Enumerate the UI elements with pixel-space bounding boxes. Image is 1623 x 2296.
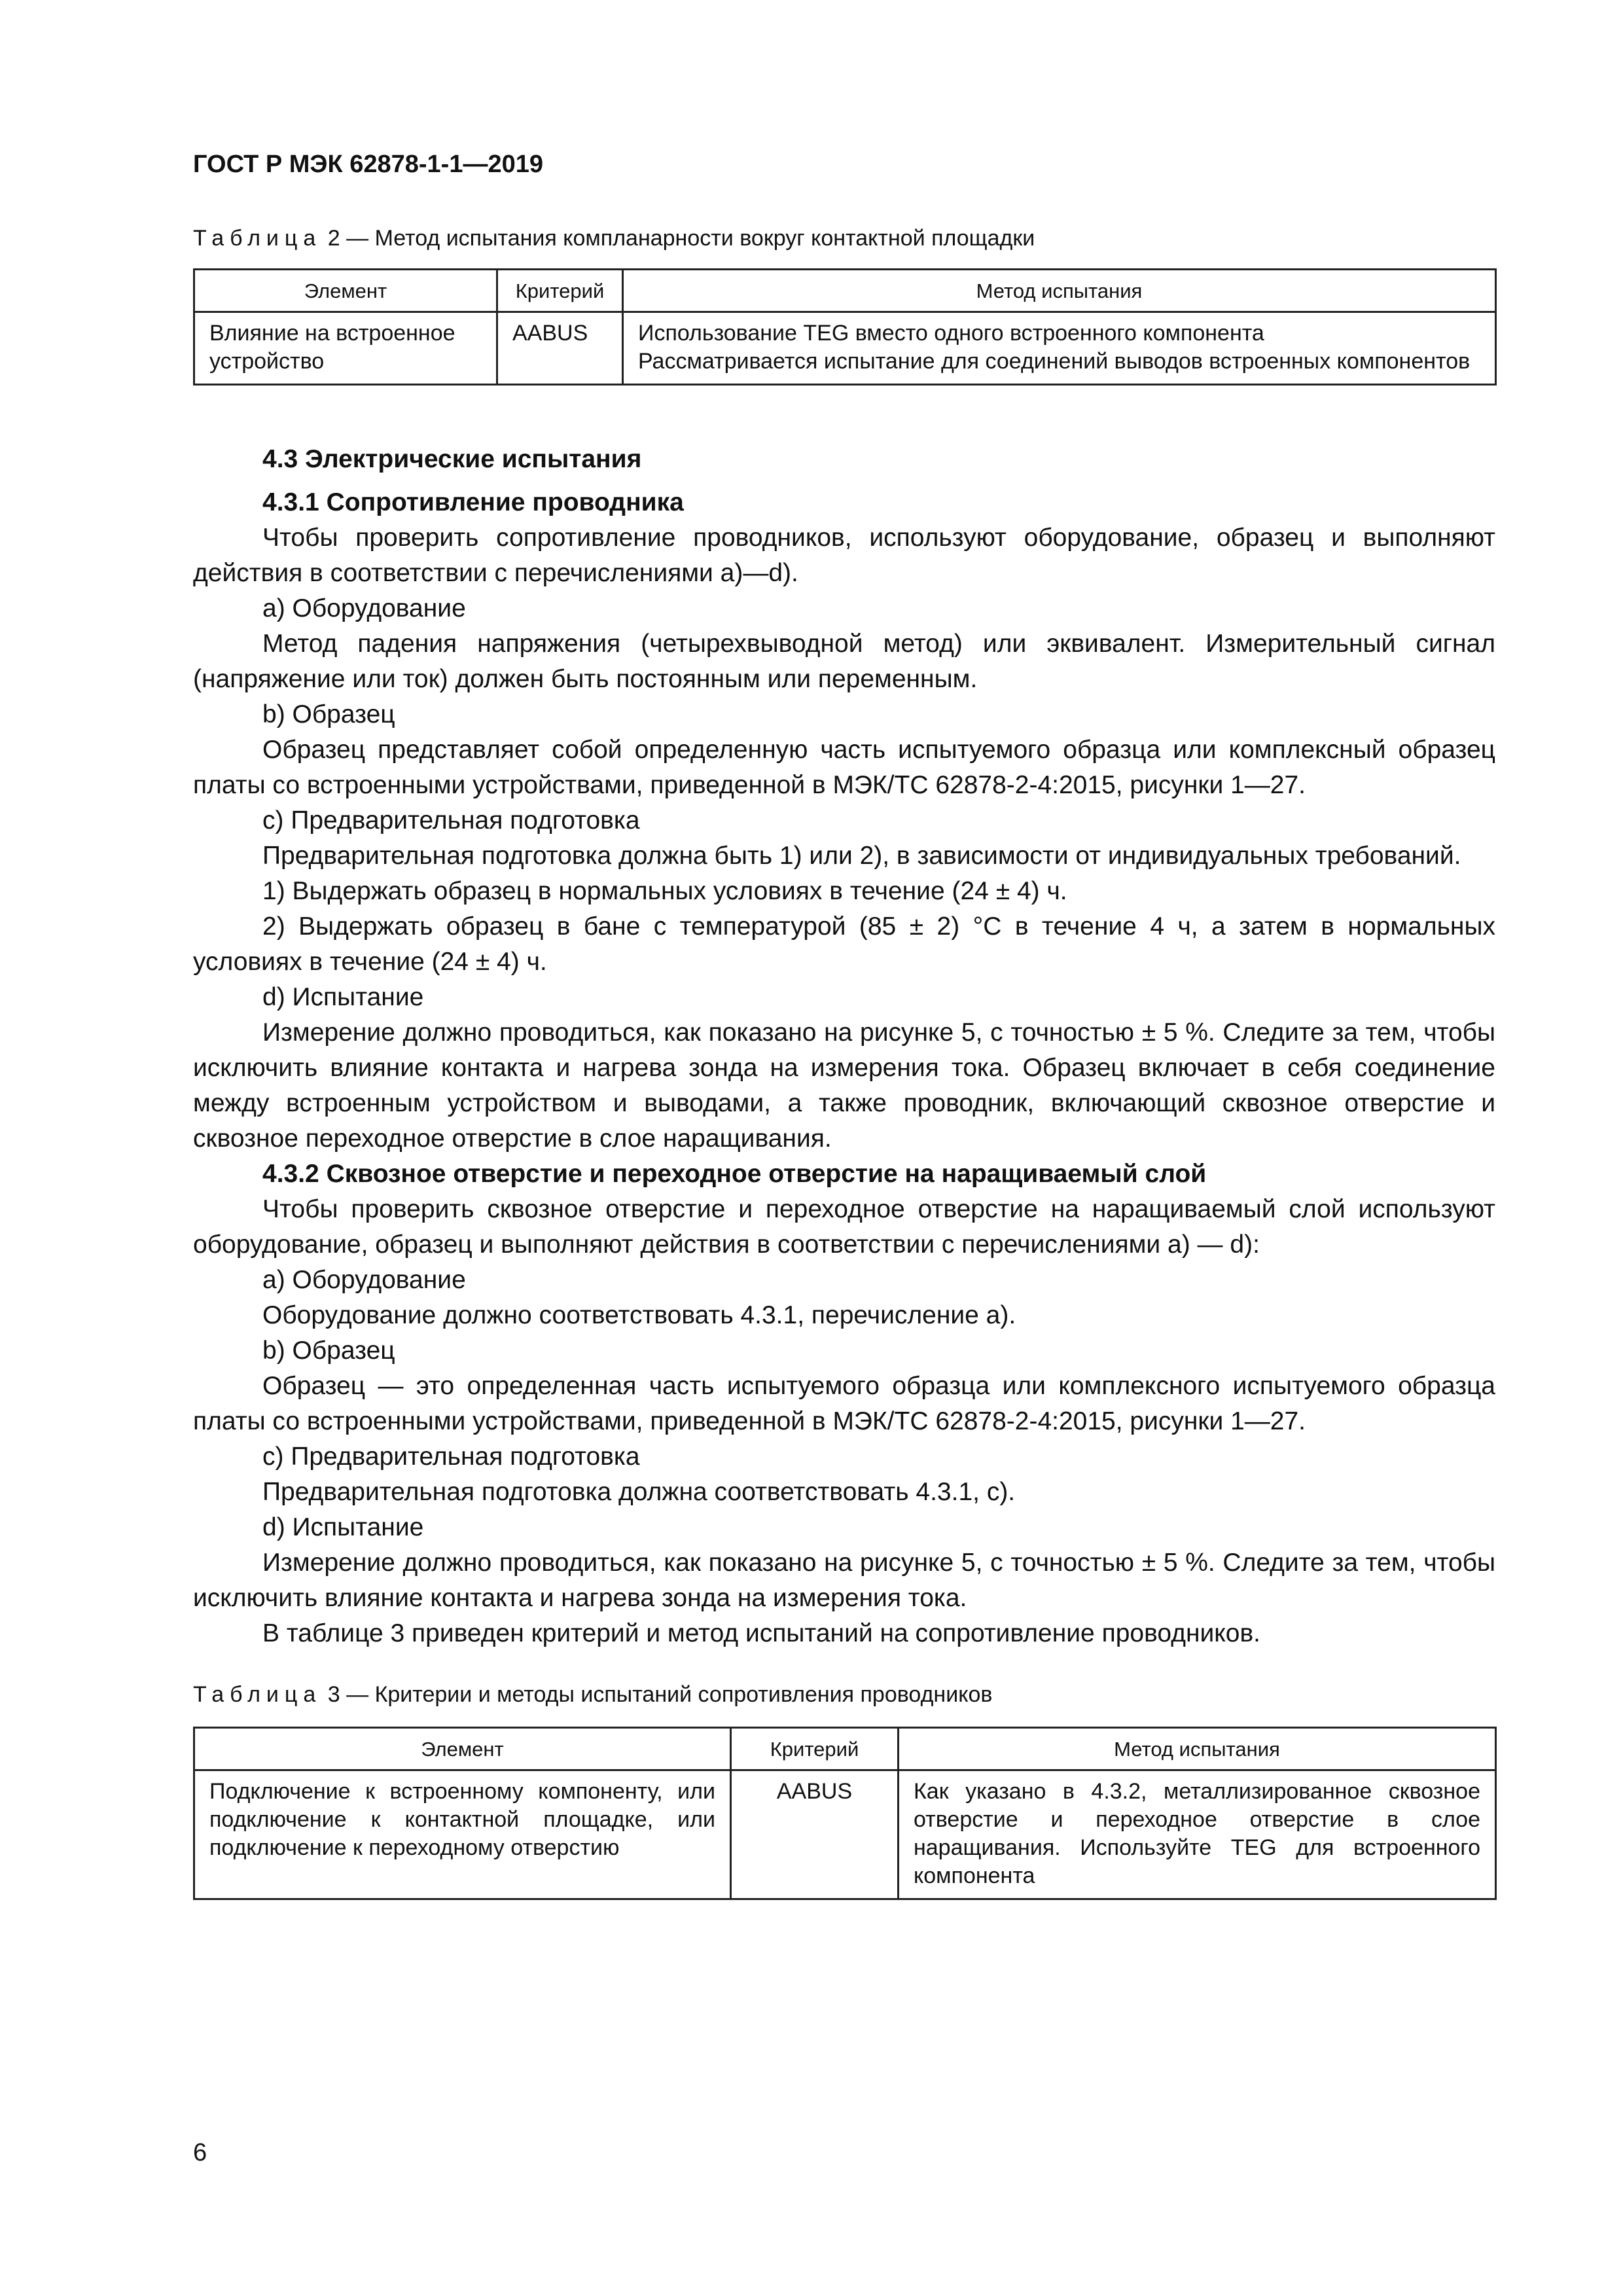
table-2 [193,268,1497,386]
paragraph: Измерение должно проводиться, как показано на рисунке 5, с точностью ± 5 %. Следите за тем, чтобы исключить влияние контакта и нагрева зонда на измерения тока. Образец включает в себя соединение между встроенным устройством и выводами, а также проводник, включающий сквозное отверстие и сквозное переходное отверстие в слое наращивания. [193,1018,1495,1153]
list-item: с) Предварительная подготовка [262,806,640,834]
table-3-header-criterion: Критерий [731,1728,899,1770]
table-2-cell-method [623,312,1496,385]
list-item: а) Оборудование [262,1266,466,1294]
table-3-caption [193,1682,992,1708]
table-3-caption-text: 3 — Критерии и методы испытаний сопротивления проводников [327,1682,993,1707]
table-2-method-line-2: Рассматривается испытание для соединений выводов встроенных компонентов [638,349,1471,374]
table-2-method-line-1: Использование TEG вместо одного встроенного компонента [638,321,1264,346]
paragraph: Чтобы проверить сквозное отверстие и переходное отверстие на наращиваемый слой используют оборудование, образец и выполняют действия в соответствии с перечислениями а) — d): [193,1195,1495,1259]
paragraph: Оборудование должно соответствовать 4.3.1, перечисление а). [262,1301,1016,1329]
table-2-cell-criterion: AABUS [497,312,623,385]
document-header: ГОСТ Р МЭК 62878-1-1—2019 [193,151,543,178]
table-2-header-method: Метод испытания [623,270,1496,312]
list-item: 2) Выдержать образец в бане с температурой (85 ± 2) °С в течение 4 ч, а затем в нормальных условиях в течение (24 ± 4) ч. [193,912,1495,976]
table-3 [193,1727,1497,1900]
table-3-caption-label: Таблица [193,1682,322,1707]
list-item: d) Испытание [262,1513,424,1541]
page-number: 6 [193,2139,207,2166]
paragraph: Чтобы проверить сопротивление проводников, используют оборудование, образец и выполняют действия в соответствии с перечислениями а)—d). [193,524,1495,587]
paragraph: Метод падения напряжения (четырехвыводной метод) или эквивалент. Измерительный сигнал (напряжение или ток) должен быть постоянным или переменным. [193,630,1495,693]
paragraph: В таблице 3 приведен критерий и метод испытаний на сопротивление проводников. [262,1619,1261,1647]
table-3-row [194,1770,1496,1899]
table-2-caption [193,226,1035,251]
table-2-caption-text: 2 — Метод испытания компланарности вокруг контактной площадки [327,226,1035,251]
table-3-cell-criterion: AABUS [731,1770,899,1899]
list-item: с) Предварительная подготовка [262,1443,640,1471]
body-text [193,442,1495,1651]
table-3-cell-element: Подключение к встроенному компоненту, или подключение к контактной площадке, или подключение к переходному отверстию [194,1770,731,1899]
table-2-header-criterion: Критерий [497,270,623,312]
table-2-cell-element: Влияние на встроенное устройство [194,312,497,385]
table-3-header-method: Метод испытания [899,1728,1496,1770]
table-3-header-element: Элемент [194,1728,731,1770]
list-item: а) Оборудование [262,594,466,622]
paragraph: Измерение должно проводиться, как показано на рисунке 5, с точностью ± 5 %. Следите за тем, чтобы исключить влияние контакта и нагрева зонда на измерения тока. [193,1549,1495,1612]
paragraph: Образец представляет собой определенную часть испытуемого образца или комплексный образец платы со встроенными устройствами, приведенной в МЭК/ТС 62878-2-4:2015, рисунки 1—27. [193,736,1495,799]
section-heading-4-3: 4.3 Электрические испытания [262,445,642,473]
paragraph: Предварительная подготовка должна соответствовать 4.3.1, с). [262,1478,1016,1506]
table-3-cell-method: Как указано в 4.3.2, металлизированное сквозное отверстие и переходное отверстие в слое наращивания. Используйте TEG для встроенного компонента [899,1770,1496,1899]
table-2-row [194,312,1496,385]
paragraph: Предварительная подготовка должна быть 1) или 2), в зависимости от индивидуальных требований. [262,842,1461,870]
paragraph: Образец — это определенная часть испытуемого образца или комплексного испытуемого образца платы со встроенными устройствами, приведенной в МЭК/ТС 62878-2-4:2015, рисунки 1—27. [193,1372,1495,1435]
list-item: d) Испытание [262,983,424,1011]
table-2-header-element: Элемент [194,270,497,312]
list-item: 1) Выдержать образец в нормальных условиях в течение (24 ± 4) ч. [262,877,1067,905]
list-item: b) Образец [262,700,395,728]
list-item: b) Образец [262,1336,395,1365]
table-2-caption-label: Таблица [193,226,322,251]
table-2-header-row [194,270,1496,312]
table-3-header-row [194,1728,1496,1770]
section-heading-4-3-1: 4.3.1 Сопротивление проводника [262,488,684,516]
section-heading-4-3-2: 4.3.2 Сквозное отверстие и переходное отверстие на наращиваемый слой [262,1160,1207,1188]
